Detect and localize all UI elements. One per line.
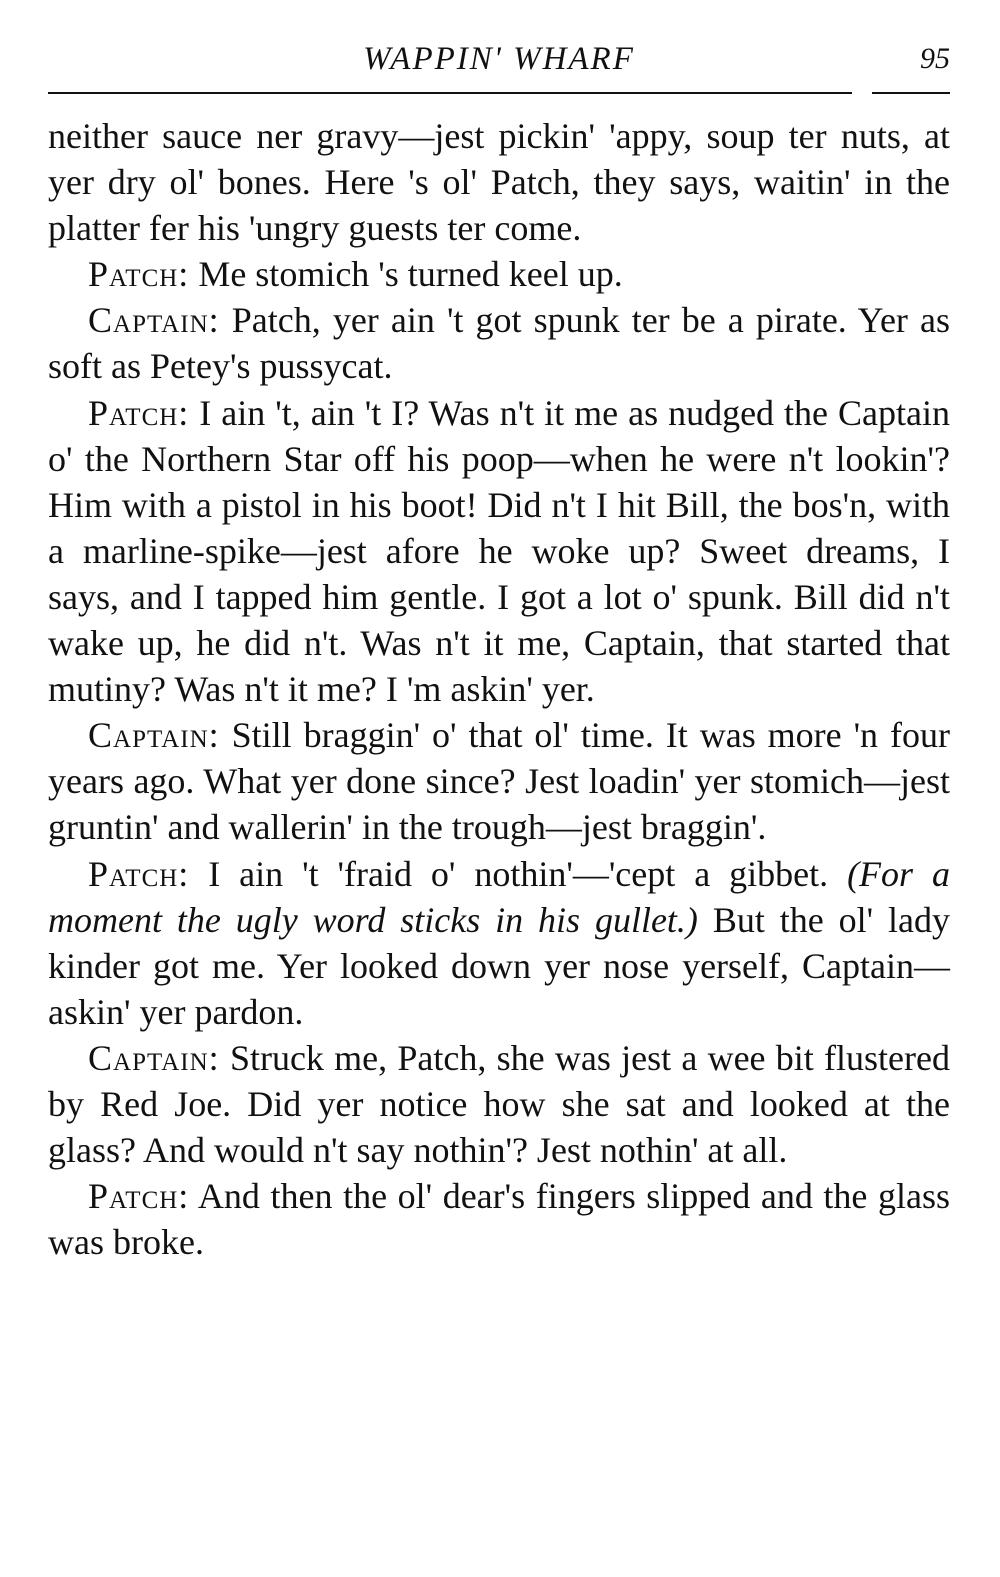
dialogue-text: Still braggin' o' that ol' time. It was more 'n four years ago. What yer done since? Jest loadin' yer stomich—jest gruntin' and wallerin' in the trough—jest braggin'.	[48, 715, 950, 848]
body-text	[48, 113, 950, 1265]
dialogue-paragraph	[48, 390, 950, 713]
dialogue-text: Struck me, Patch, she was jest a wee bit flustered by Red Joe. Did yer notice how she sat and looked at the glass? And would n't say nothin'? Jest nothin' at all.	[48, 1037, 950, 1171]
dialogue-paragraph	[48, 297, 950, 389]
speaker-name: Captain:	[88, 1037, 220, 1078]
header-rule-short	[872, 92, 950, 94]
speaker-name: Captain:	[88, 300, 220, 341]
speaker-name: Patch:	[88, 853, 190, 894]
page-number: 95	[920, 42, 950, 75]
header-rule	[48, 92, 852, 94]
dialogue-text: Me stomich 's turned keel up.	[189, 254, 623, 295]
dialogue-paragraph	[48, 251, 950, 297]
dialogue-paragraph	[48, 1173, 950, 1265]
dialogue-text: I ain 't 'fraid o' nothin'—'cept a gibbet.	[189, 853, 848, 894]
page-header	[48, 38, 950, 80]
speaker-name: Patch:	[88, 254, 190, 295]
paragraph-continuation	[48, 113, 950, 251]
speaker-name: Patch:	[88, 392, 190, 433]
dialogue-text: Patch, yer ain 't got spunk ter be a pirate. Yer as soft as Petey's pussycat.	[48, 300, 950, 387]
dialogue-text: And then the ol' dear's fingers slipped and the glass was broke.	[48, 1176, 950, 1263]
stage-direction: (For a moment the ugly word sticks in his gullet.)	[48, 853, 950, 940]
speaker-name: Patch:	[88, 1176, 190, 1217]
dialogue-paragraph	[48, 851, 950, 1035]
speaker-name: Captain:	[88, 715, 220, 756]
dialogue-text: I ain 't, ain 't I? Was n't it me as nudged the Captain o' the Northern Star off his poop—when he were n't lookin'? Him with a pistol in his boot! Did n't I hit Bill, the bos'n, with a marline-spike—jest afore he woke up? Sweet dreams, I says, and I tapped him gentle. I got a lot o' spunk. Bill did n't wake up, he did n't. Was n't it me, Captain, that started that mutiny? Was n't it me? I 'm askin' yer.	[48, 392, 950, 710]
dialogue-text: But the ol' lady kinder got me. Yer looked down yer nose yerself, Captain—askin' yer pardon.	[48, 899, 950, 1032]
paragraph-text: neither sauce ner gravy—jest pickin' 'appy, soup ter nuts, at yer dry ol' bones. Here 's ol' Patch, they says, waitin' in the platter fer his 'ungry guests ter come.	[48, 116, 950, 249]
running-title: WAPPIN' WHARF	[363, 41, 635, 77]
dialogue-paragraph	[48, 712, 950, 850]
dialogue-paragraph	[48, 1035, 950, 1173]
